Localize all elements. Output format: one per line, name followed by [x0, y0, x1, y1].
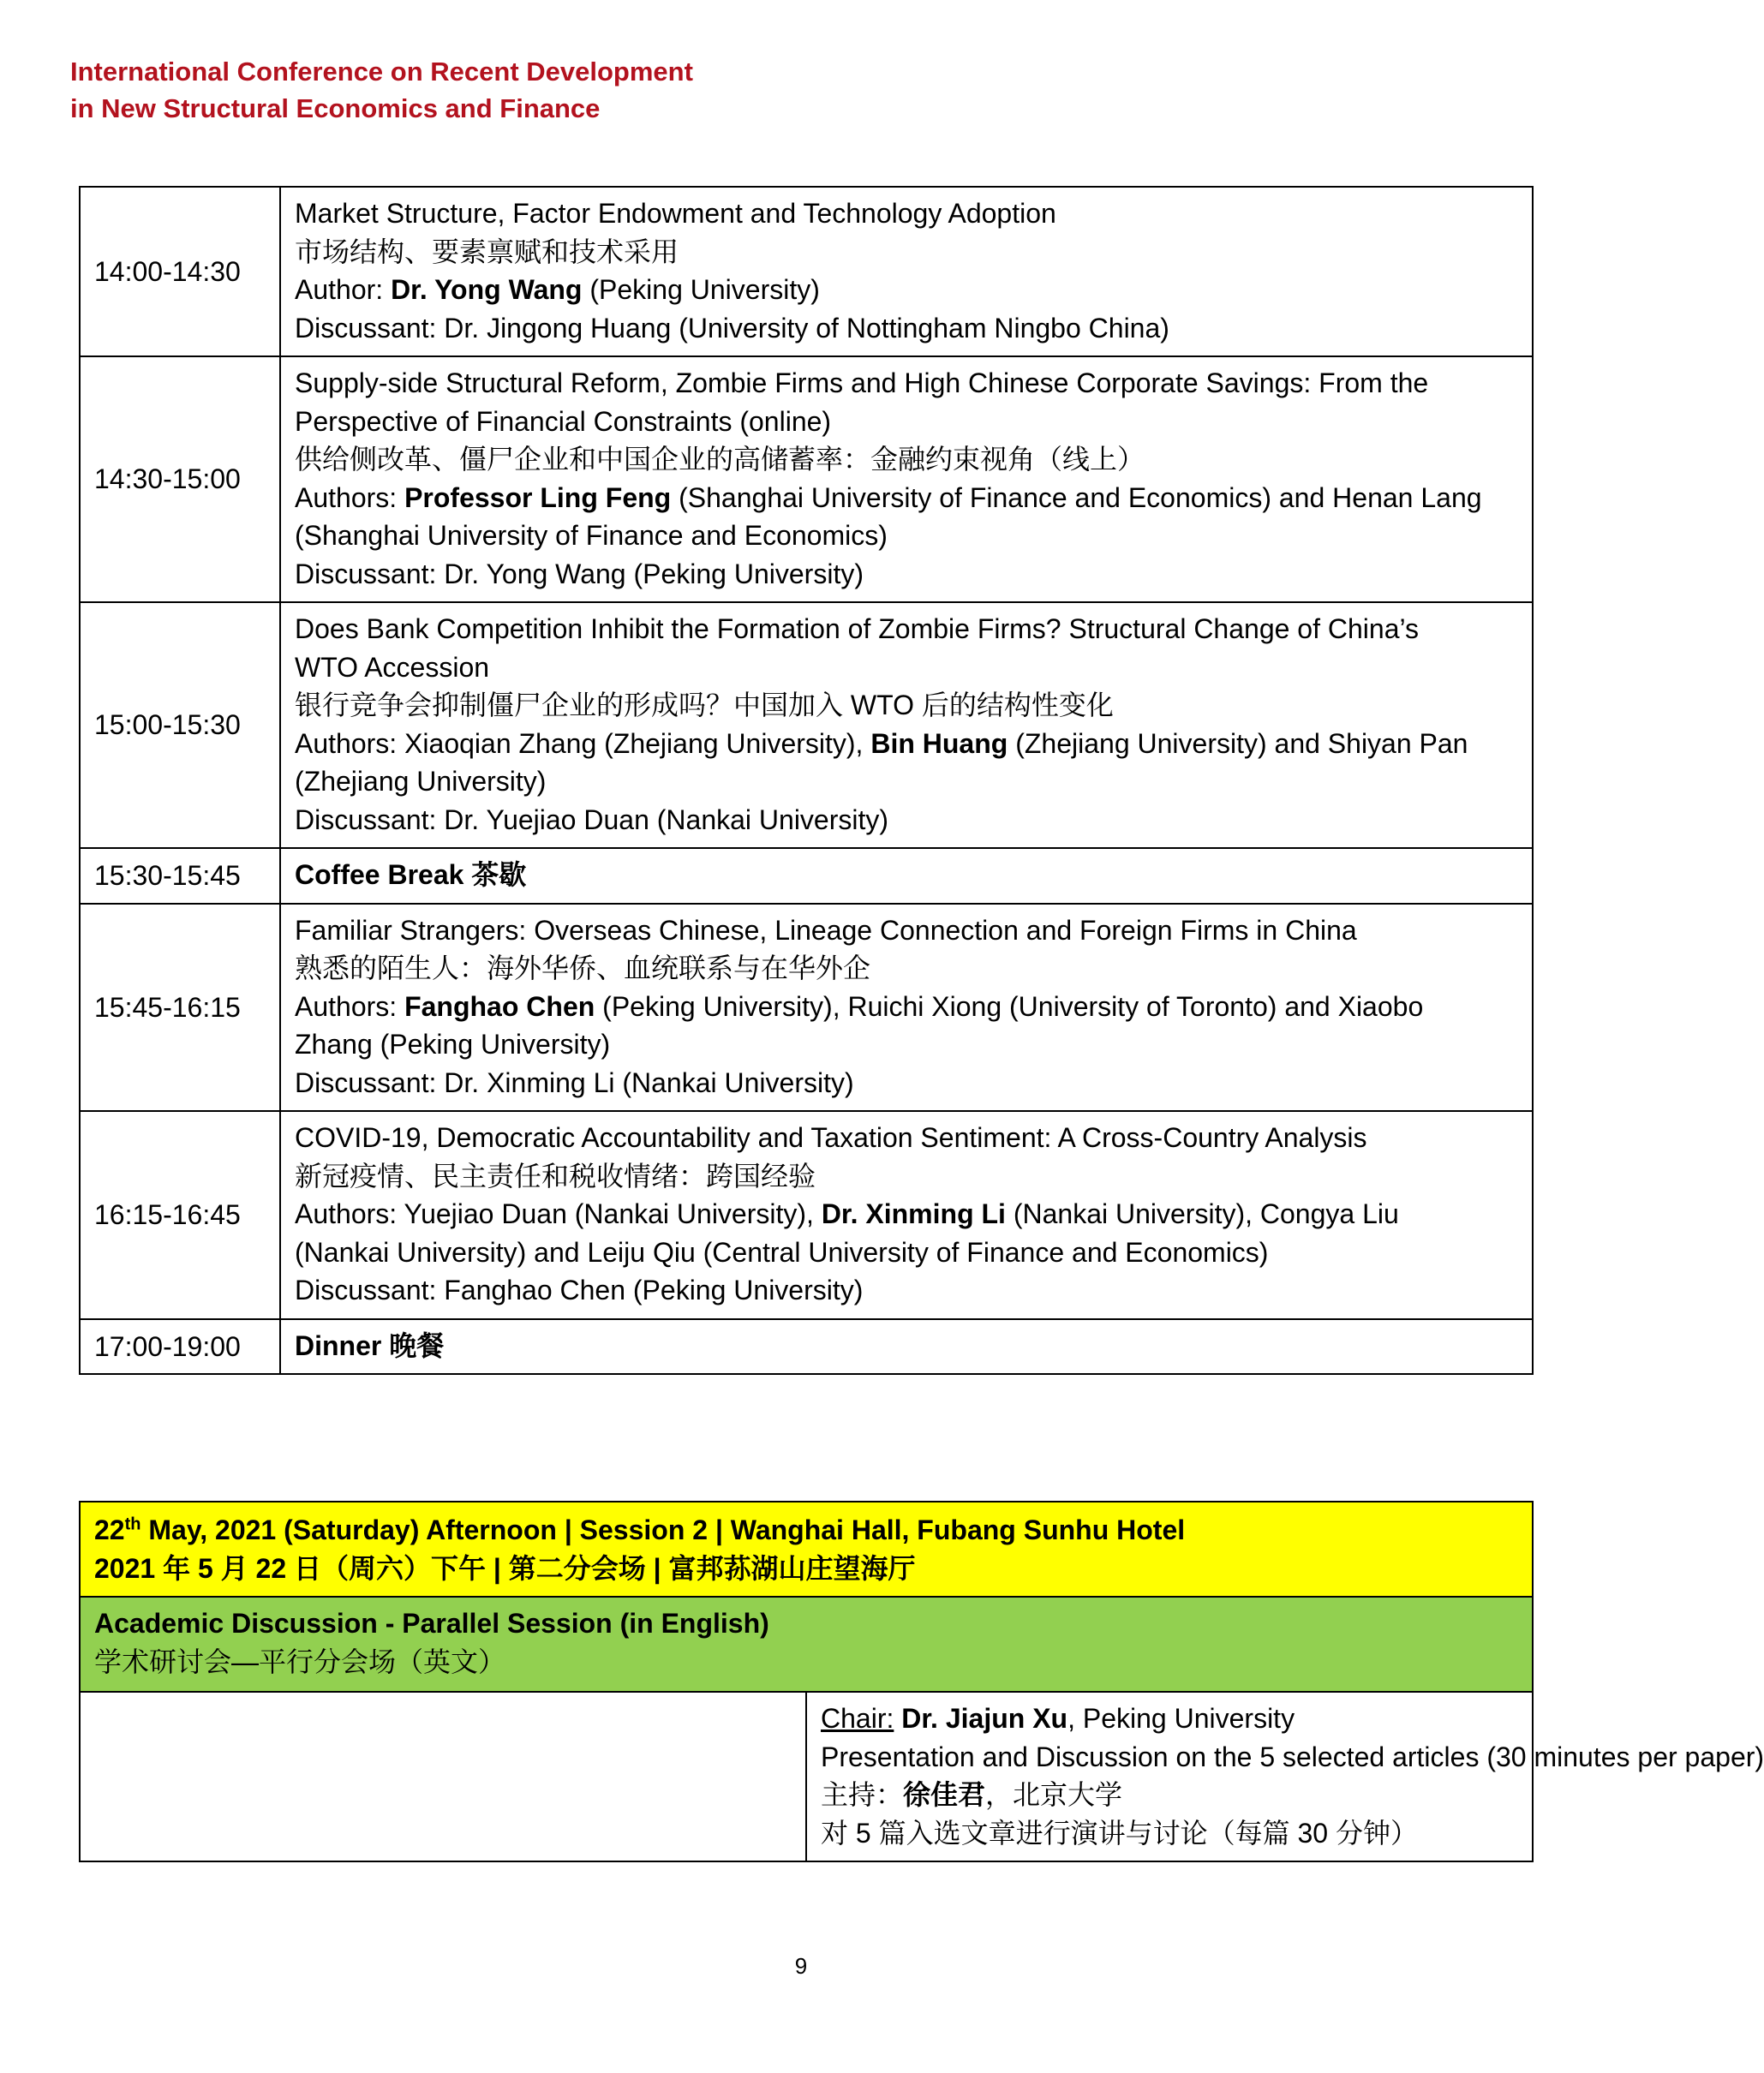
table-row	[80, 848, 1533, 904]
break-cell	[280, 848, 1533, 904]
session-cell	[280, 356, 1533, 602]
chair-name: Dr. Jiajun Xu	[901, 1703, 1068, 1734]
coffee-break-label: Coffee Break 茶歇	[295, 859, 527, 890]
paper-title-cn: 熟悉的陌生人：海外华侨、血统联系与在华外企	[295, 953, 871, 983]
paper-discussant: Discussant: Dr. Xinming Li (Nankai University)	[295, 1066, 854, 1098]
time-cell: 17:00-19:00	[80, 1319, 280, 1375]
paper-title: COVID-19, Democratic Accountability and Taxation Sentiment: A Cross-Country Analysis	[295, 1122, 1367, 1153]
session-cell	[280, 904, 1533, 1112]
paper-authors: Zhang (Peking University)	[295, 1029, 611, 1060]
conference-header	[70, 53, 693, 127]
paper-title-cn: 供给侧改革、僵尸企业和中国企业的高储蓄率：金融约束视角（线上）	[295, 444, 1145, 475]
conference-title-line1: International Conference on Recent Development	[70, 57, 693, 87]
paper-discussant: Discussant: Dr. Yong Wang (Peking University)	[295, 558, 864, 589]
table-row	[80, 1692, 1533, 1861]
conference-title-line2: in New Structural Economics and Finance	[70, 93, 601, 123]
presenter-name: Bin Huang	[870, 727, 1008, 759]
paper-authors: Authors: Xiaoqian Zhang (Zhejiang University), Bin Huang (Zhejiang University) and Shiyan Pan	[295, 727, 1468, 759]
presenter-name: Dr. Xinming Li	[821, 1198, 1006, 1229]
paper-title: Supply-side Structural Reform, Zombie Firms and High Chinese Corporate Savings: From the	[295, 367, 1429, 398]
presenter-name: Professor Ling Feng	[404, 481, 672, 513]
schedule-table	[79, 186, 1534, 1375]
time-cell: 15:00-15:30	[80, 602, 280, 848]
paper-authors: Authors: Professor Ling Feng (Shanghai University of Finance and Economics) and Henan Lang	[295, 481, 1482, 513]
presentation-note: Presentation and Discussion on the 5 selected articles (30 minutes per paper)	[821, 1741, 1764, 1772]
presentation-note-cn: 对 5 篇入选文章进行演讲与讨论（每篇 30 分钟）	[821, 1817, 1418, 1849]
paper-title-cn: 新冠疫情、民主责任和税收情绪：跨国经验	[295, 1160, 816, 1192]
paper-title: Does Bank Competition Inhibit the Formation of Zombie Firms? Structural Change of China’s	[295, 613, 1420, 644]
time-cell: 15:30-15:45	[80, 848, 280, 904]
session-banner	[80, 1502, 1533, 1597]
paper-discussant: Discussant: Fanghao Chen (Peking University)	[295, 1275, 864, 1305]
table-row	[80, 1111, 1533, 1319]
session-banner-cn: 2021 年 5 月 22 日（周六）下午 | 第二分会场 | 富邦荪湖山庄望海厅	[94, 1552, 916, 1584]
paper-title: Market Structure, Factor Endowment and Technology Adoption	[295, 198, 1056, 229]
paper-discussant: Discussant: Dr. Yuejiao Duan (Nankai University)	[295, 804, 889, 835]
session-cell	[280, 602, 1533, 848]
session-banner-row	[80, 1502, 1533, 1597]
dinner-cell	[280, 1319, 1533, 1375]
presenter-name: Dr. Yong Wang	[391, 274, 583, 305]
section-title-en: Academic Discussion - Parallel Session (in English)	[94, 1608, 769, 1639]
table-row	[80, 187, 1533, 356]
dinner-label: Dinner 晚餐	[295, 1329, 445, 1361]
table-row	[80, 904, 1533, 1112]
session2-table	[79, 1501, 1764, 1862]
time-cell: 15:45-16:15	[80, 904, 280, 1112]
chair-line: Chair: Dr. Jiajun Xu, Peking University	[821, 1703, 1295, 1734]
paper-discussant: Discussant: Dr. Jingong Huang (University of Nottingham Ningbo China)	[295, 312, 1169, 344]
paper-authors: (Nankai University) and Leiju Qiu (Central University of Finance and Economics)	[295, 1236, 1269, 1268]
time-cell: 16:15-16:45	[80, 1111, 280, 1319]
table-row	[80, 1319, 1533, 1375]
presenter-name: Fanghao Chen	[404, 990, 595, 1022]
time-cell: 14:30-15:00	[80, 356, 280, 602]
paper-authors: Author: Dr. Yong Wang (Peking University)	[295, 274, 820, 305]
paper-title: WTO Accession	[295, 651, 490, 683]
page-number: 9	[794, 1953, 808, 1979]
paper-authors: (Zhejiang University)	[295, 766, 547, 797]
paper-title: Familiar Strangers: Overseas Chinese, Lineage Connection and Foreign Firms in China	[295, 914, 1357, 946]
chair-label: Chair:	[821, 1703, 894, 1734]
section-title-cn: 学术研讨会—平行分会场（英文）	[94, 1646, 506, 1677]
section-title-row	[80, 1597, 1533, 1692]
time-cell	[80, 1692, 806, 1861]
paper-title-cn: 银行竞争会抑制僵尸企业的形成吗？中国加入 WTO 后的结构性变化	[295, 690, 1114, 720]
table-row	[80, 602, 1533, 848]
paper-authors: (Shanghai University of Finance and Economics)	[295, 520, 888, 551]
paper-authors: Authors: Fanghao Chen (Peking University), Ruichi Xiong (University of Toronto) and Xiaobo	[295, 990, 1424, 1022]
session-cell	[280, 187, 1533, 356]
section-title	[80, 1597, 1533, 1692]
chair-cell	[806, 1692, 1764, 1861]
table-row	[80, 356, 1533, 602]
paper-authors: Authors: Yuejiao Duan (Nankai University), Dr. Xinming Li (Nankai University), Congya Liu	[295, 1198, 1399, 1229]
session-banner-en: 22th May, 2021 (Saturday) Afternoon | Session 2 | Wanghai Hall, Fubang Sunhu Hotel	[94, 1514, 1186, 1545]
paper-title: Perspective of Financial Constraints (online)	[295, 405, 832, 437]
paper-title-cn: 市场结构、要素禀赋和技术采用	[295, 236, 679, 267]
chair-line-cn: 主持：徐佳君，北京大学	[821, 1779, 1123, 1810]
session-cell	[280, 1111, 1533, 1319]
time-cell: 14:00-14:30	[80, 187, 280, 356]
